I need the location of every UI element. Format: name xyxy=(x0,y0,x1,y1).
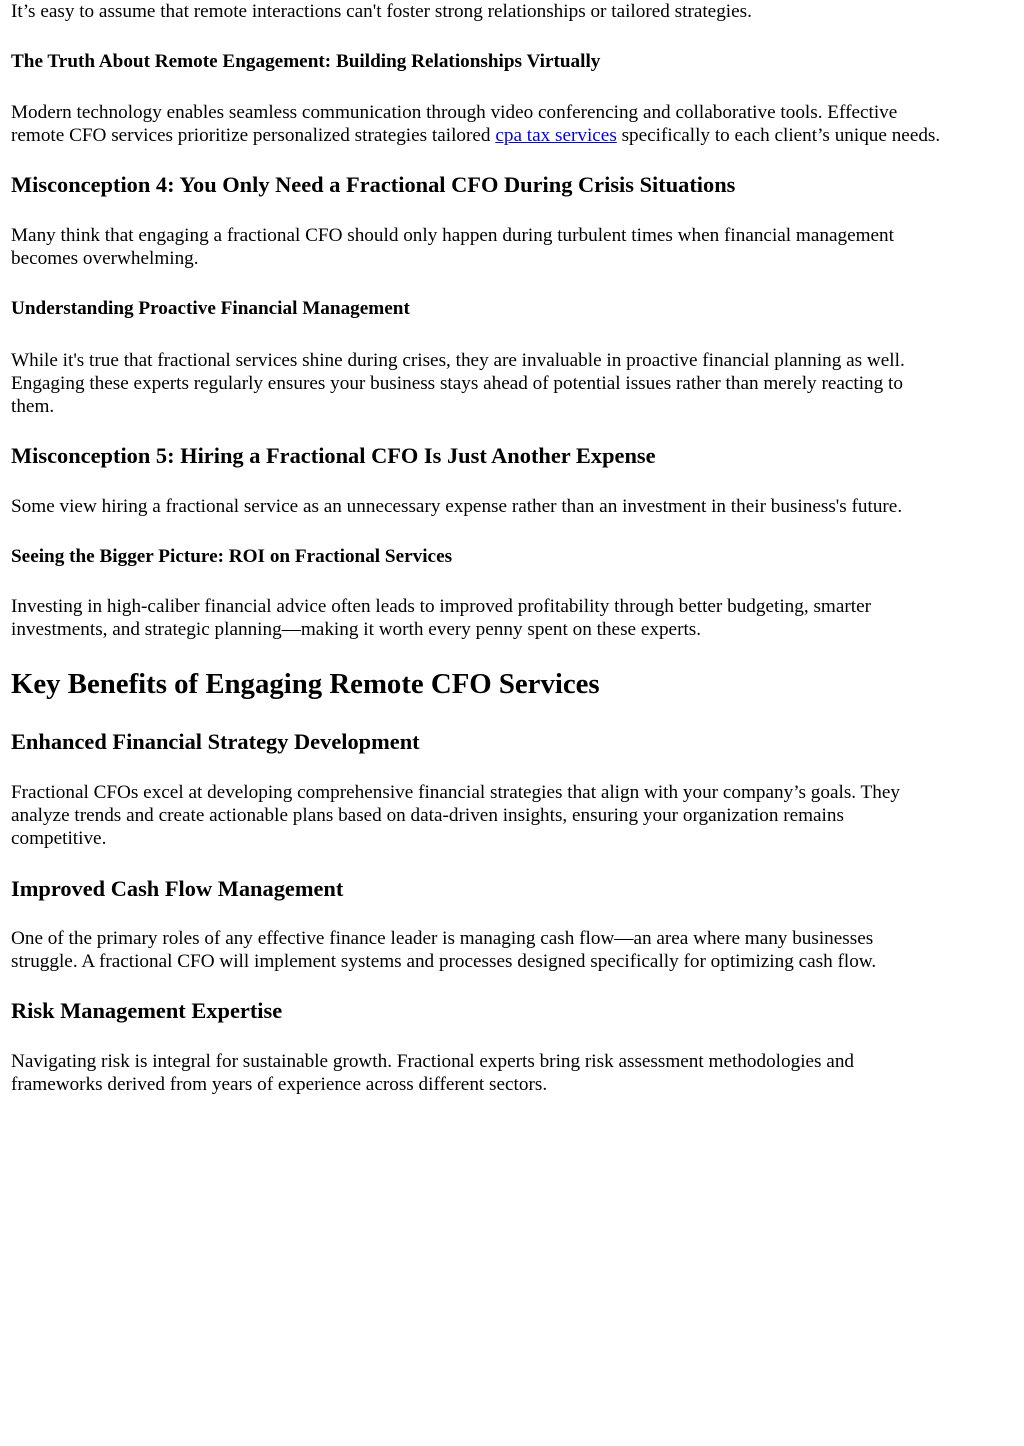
misconception-4-line-2: becomes overwhelming. xyxy=(11,248,199,270)
proactive-line-1: While it's true that fractional services shine during crises, they are invaluable in proactive financial planning as well. xyxy=(11,350,905,371)
misconception-4-line-1: Many think that engaging a fractional CFO should only happen during turbulent times when financial management xyxy=(11,225,894,246)
proactive-line-2: Engaging these experts regularly ensures your business stays ahead of potential issues rather than merely reacting to xyxy=(11,373,903,395)
intro-paragraph xyxy=(11,0,752,23)
truth-remote-line-1: Modern technology enables seamless communication through video conferencing and collaborative tools. Effective xyxy=(11,102,898,123)
misconception-4-heading: Misconception 4: You Only Need a Fractional CFO During Crisis Situations xyxy=(11,172,736,197)
risk-line-2: frameworks derived from years of experience across different sectors. xyxy=(11,1074,548,1096)
intro-text: It’s easy to assume that remote interactions can't foster strong relationships or tailored strategies. xyxy=(11,1,752,22)
truth-remote-line-2-after: specifically to each client’s unique needs. xyxy=(616,125,941,147)
strategy-heading: Enhanced Financial Strategy Development xyxy=(11,729,420,754)
roi-line-1: Investing in high-caliber financial advice often leads to improved profitability through better budgeting, smarter xyxy=(11,596,871,617)
roi-paragraph xyxy=(11,595,871,641)
truth-remote-heading: The Truth About Remote Engagement: Building Relationships Virtually xyxy=(11,51,601,72)
cashflow-paragraph xyxy=(11,927,876,973)
risk-line-1: Navigating risk is integral for sustainable growth. Fractional experts bring risk assessment methodologies and xyxy=(11,1051,855,1072)
truth-remote-line-2 xyxy=(11,124,940,147)
roi-line-2: investments, and strategic planning—making it worth every penny spent on these experts. xyxy=(11,619,702,641)
strategy-paragraph xyxy=(11,781,900,850)
truth-remote-paragraph xyxy=(11,101,940,147)
strategy-line-1: Fractional CFOs excel at developing comprehensive financial strategies that align with your company’s goals. They xyxy=(11,782,900,803)
misconception-5-paragraph xyxy=(11,495,902,518)
cashflow-line-1: One of the primary roles of any effective finance leader is managing cash flow—an area where many businesses xyxy=(11,928,874,949)
risk-paragraph xyxy=(11,1050,854,1096)
proactive-line-3: them. xyxy=(11,396,55,418)
cashflow-heading: Improved Cash Flow Management xyxy=(11,876,344,901)
proactive-heading: Understanding Proactive Financial Management xyxy=(11,298,410,319)
strategy-line-3: competitive. xyxy=(11,828,107,850)
key-benefits-heading: Key Benefits of Engaging Remote CFO Services xyxy=(11,668,600,700)
truth-remote-line-2-before: remote CFO services prioritize personalized strategies tailored xyxy=(11,125,496,147)
risk-heading: Risk Management Expertise xyxy=(11,998,283,1023)
misconception-5-heading: Misconception 5: Hiring a Fractional CFO Is Just Another Expense xyxy=(11,443,656,468)
proactive-paragraph xyxy=(11,349,905,418)
misconception-5-line-1: Some view hiring a fractional service as an unnecessary expense rather than an investment in their business's future. xyxy=(11,496,903,517)
misconception-4-paragraph xyxy=(11,224,894,270)
strategy-line-2: analyze trends and create actionable plans based on data-driven insights, ensuring your organization remains xyxy=(11,805,844,827)
cashflow-line-2: struggle. A fractional CFO will implement systems and processes designed specifically for optimizing cash flow. xyxy=(11,951,877,973)
cpa-tax-services-link[interactable]: cpa tax services xyxy=(495,125,617,147)
roi-heading: Seeing the Bigger Picture: ROI on Fractional Services xyxy=(11,546,453,567)
